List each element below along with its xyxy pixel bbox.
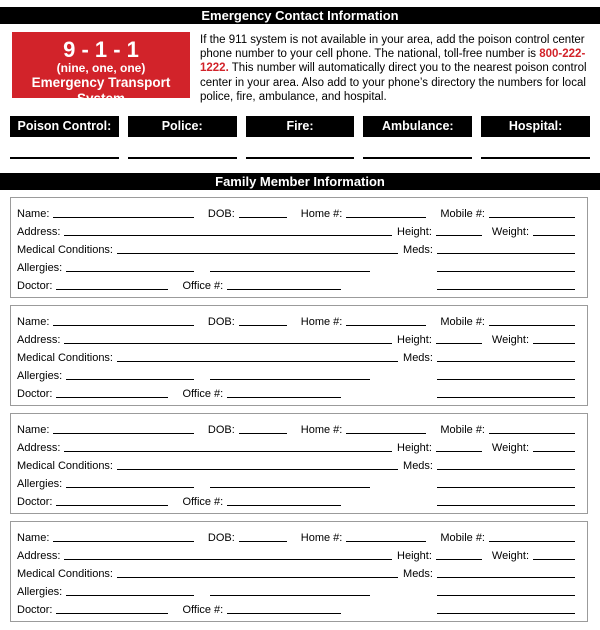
family-member-section-bar bbox=[0, 173, 600, 190]
medical-conditions-label: Medical Conditions: bbox=[17, 352, 113, 365]
page-title: Emergency Contact Information bbox=[201, 8, 399, 23]
allergies-row bbox=[17, 473, 575, 491]
doctor-blank-line bbox=[56, 613, 168, 614]
meds-continuation-line bbox=[437, 397, 575, 398]
height-label: Height: bbox=[397, 226, 432, 239]
name-blank-line bbox=[53, 541, 193, 542]
meds-label: Meds: bbox=[403, 244, 433, 257]
office-phone-label: Office #: bbox=[182, 280, 224, 293]
family-member-block-4 bbox=[10, 521, 588, 622]
emergency-numbers-label-row bbox=[10, 116, 590, 137]
allergies-blank-line bbox=[66, 379, 194, 380]
emergency-numbers-blank-row bbox=[10, 157, 590, 159]
allergies-label: Allergies: bbox=[17, 262, 63, 275]
name-row bbox=[17, 419, 575, 437]
doctor-label: Doctor: bbox=[17, 280, 53, 293]
height-blank-line bbox=[436, 559, 482, 560]
name-label: Name: bbox=[17, 316, 50, 329]
home-phone-blank-line bbox=[346, 325, 426, 326]
dob-blank-line bbox=[239, 541, 287, 542]
allergies-row bbox=[17, 365, 575, 383]
medical-row bbox=[17, 347, 575, 365]
911-caption: Emergency Transport System bbox=[31, 75, 171, 106]
height-blank-line bbox=[436, 451, 482, 452]
dob-label: DOB: bbox=[207, 208, 235, 221]
allergies-continuation-line bbox=[210, 271, 370, 272]
weight-label: Weight: bbox=[491, 226, 529, 239]
allergies-blank-line bbox=[66, 595, 194, 596]
mobile-phone-blank-line bbox=[489, 541, 575, 542]
height-label: Height: bbox=[397, 550, 432, 563]
family-member-block-2 bbox=[10, 305, 588, 406]
allergies-label: Allergies: bbox=[17, 478, 63, 491]
911-emergency-box bbox=[12, 32, 190, 106]
dob-label: DOB: bbox=[207, 532, 235, 545]
intro-section bbox=[12, 32, 588, 104]
address-row bbox=[17, 329, 575, 347]
911-number: 9 - 1 - 1 bbox=[63, 37, 139, 62]
name-row bbox=[17, 203, 575, 221]
office-phone-blank-line bbox=[227, 505, 341, 506]
office-phone-label: Office #: bbox=[182, 604, 224, 617]
medical-conditions-label: Medical Conditions: bbox=[17, 568, 113, 581]
fire-blank-line bbox=[246, 157, 355, 159]
meds-continuation-line bbox=[437, 613, 575, 614]
name-row bbox=[17, 527, 575, 545]
mobile-phone-label: Mobile #: bbox=[440, 532, 485, 545]
doctor-blank-line bbox=[56, 289, 168, 290]
meds-continuation-line bbox=[437, 379, 575, 380]
weight-blank-line bbox=[533, 559, 575, 560]
doctor-label: Doctor: bbox=[17, 388, 53, 401]
instructions-text-after: This number will automatically direct you to the nearest poison control center in your area. Also add to your phone’s directory the numbers for local police, fire, ambulance, and hospital. bbox=[200, 62, 587, 103]
medical-conditions-blank-line bbox=[117, 361, 398, 362]
address-label: Address: bbox=[17, 442, 61, 455]
allergies-blank-line bbox=[66, 271, 194, 272]
instructions-text-before: If the 911 system is not available in your area, add the poison control center phone number to your cell phone. The national, toll-free number is bbox=[200, 34, 585, 61]
meds-continuation-line bbox=[437, 487, 575, 488]
label-police: Police: bbox=[128, 116, 237, 137]
doctor-row bbox=[17, 599, 575, 617]
meds-blank-line bbox=[437, 469, 575, 470]
home-phone-label: Home #: bbox=[300, 316, 343, 329]
name-blank-line bbox=[53, 325, 193, 326]
label-hospital: Hospital: bbox=[481, 116, 590, 137]
allergies-continuation-line bbox=[210, 595, 370, 596]
doctor-label: Doctor: bbox=[17, 604, 53, 617]
mobile-phone-label: Mobile #: bbox=[440, 316, 485, 329]
allergies-blank-line bbox=[66, 487, 194, 488]
office-phone-blank-line bbox=[227, 397, 341, 398]
dob-label: DOB: bbox=[207, 424, 235, 437]
address-row bbox=[17, 545, 575, 563]
meds-label: Meds: bbox=[403, 568, 433, 581]
height-blank-line bbox=[436, 343, 482, 344]
allergies-label: Allergies: bbox=[17, 370, 63, 383]
medical-row bbox=[17, 563, 575, 581]
dob-blank-line bbox=[239, 217, 287, 218]
allergies-row bbox=[17, 581, 575, 599]
height-label: Height: bbox=[397, 334, 432, 347]
meds-blank-line bbox=[437, 253, 575, 254]
emergency-contact-header-bar bbox=[0, 7, 600, 24]
allergies-continuation-line bbox=[210, 379, 370, 380]
mobile-phone-blank-line bbox=[489, 433, 575, 434]
dob-blank-line bbox=[239, 325, 287, 326]
meds-continuation-line bbox=[437, 289, 575, 290]
medical-row bbox=[17, 455, 575, 473]
home-phone-blank-line bbox=[346, 541, 426, 542]
weight-label: Weight: bbox=[491, 334, 529, 347]
address-blank-line bbox=[64, 343, 392, 344]
allergies-row bbox=[17, 257, 575, 275]
dob-blank-line bbox=[239, 433, 287, 434]
home-phone-label: Home #: bbox=[300, 532, 343, 545]
name-label: Name: bbox=[17, 208, 50, 221]
family-member-block-3 bbox=[10, 413, 588, 514]
police-blank-line bbox=[128, 157, 237, 159]
mobile-phone-blank-line bbox=[489, 217, 575, 218]
doctor-row bbox=[17, 275, 575, 293]
office-phone-blank-line bbox=[227, 613, 341, 614]
office-phone-label: Office #: bbox=[182, 496, 224, 509]
name-label: Name: bbox=[17, 532, 50, 545]
address-blank-line bbox=[64, 235, 392, 236]
family-member-block-1 bbox=[10, 197, 588, 298]
hospital-blank-line bbox=[481, 157, 590, 159]
section-title: Family Member Information bbox=[215, 174, 385, 190]
doctor-row bbox=[17, 491, 575, 509]
height-blank-line bbox=[436, 235, 482, 236]
medical-conditions-blank-line bbox=[117, 253, 398, 254]
address-row bbox=[17, 221, 575, 239]
meds-continuation-line bbox=[437, 505, 575, 506]
label-fire: Fire: bbox=[246, 116, 355, 137]
allergies-label: Allergies: bbox=[17, 586, 63, 599]
name-label: Name: bbox=[17, 424, 50, 437]
label-poison-control: Poison Control: bbox=[10, 116, 119, 137]
weight-blank-line bbox=[533, 343, 575, 344]
meds-label: Meds: bbox=[403, 352, 433, 365]
address-row bbox=[17, 437, 575, 455]
address-blank-line bbox=[64, 451, 392, 452]
mobile-phone-label: Mobile #: bbox=[440, 208, 485, 221]
weight-blank-line bbox=[533, 235, 575, 236]
dob-label: DOB: bbox=[207, 316, 235, 329]
poison-control-instructions bbox=[200, 33, 588, 104]
height-label: Height: bbox=[397, 442, 432, 455]
address-label: Address: bbox=[17, 334, 61, 347]
doctor-blank-line bbox=[56, 505, 168, 506]
home-phone-blank-line bbox=[346, 433, 426, 434]
home-phone-label: Home #: bbox=[300, 208, 343, 221]
meds-label: Meds: bbox=[403, 460, 433, 473]
name-row bbox=[17, 311, 575, 329]
address-blank-line bbox=[64, 559, 392, 560]
weight-label: Weight: bbox=[491, 550, 529, 563]
name-blank-line bbox=[53, 217, 193, 218]
medical-conditions-blank-line bbox=[117, 577, 398, 578]
weight-label: Weight: bbox=[491, 442, 529, 455]
medical-conditions-label: Medical Conditions: bbox=[17, 244, 113, 257]
poison-control-phone-number: 800-222-1222. bbox=[200, 48, 586, 75]
medical-conditions-label: Medical Conditions: bbox=[17, 460, 113, 473]
address-label: Address: bbox=[17, 550, 61, 563]
label-ambulance: Ambulance: bbox=[363, 116, 472, 137]
911-subtitle: (nine, one, one) bbox=[56, 61, 146, 75]
mobile-phone-label: Mobile #: bbox=[440, 424, 485, 437]
poison-control-blank-line bbox=[10, 157, 119, 159]
ambulance-blank-line bbox=[363, 157, 472, 159]
name-blank-line bbox=[53, 433, 193, 434]
weight-blank-line bbox=[533, 451, 575, 452]
allergies-continuation-line bbox=[210, 487, 370, 488]
meds-blank-line bbox=[437, 361, 575, 362]
office-phone-label: Office #: bbox=[182, 388, 224, 401]
doctor-label: Doctor: bbox=[17, 496, 53, 509]
home-phone-blank-line bbox=[346, 217, 426, 218]
doctor-blank-line bbox=[56, 397, 168, 398]
meds-blank-line bbox=[437, 577, 575, 578]
home-phone-label: Home #: bbox=[300, 424, 343, 437]
meds-continuation-line bbox=[437, 271, 575, 272]
medical-conditions-blank-line bbox=[117, 469, 398, 470]
mobile-phone-blank-line bbox=[489, 325, 575, 326]
address-label: Address: bbox=[17, 226, 61, 239]
office-phone-blank-line bbox=[227, 289, 341, 290]
medical-row bbox=[17, 239, 575, 257]
meds-continuation-line bbox=[437, 595, 575, 596]
doctor-row bbox=[17, 383, 575, 401]
